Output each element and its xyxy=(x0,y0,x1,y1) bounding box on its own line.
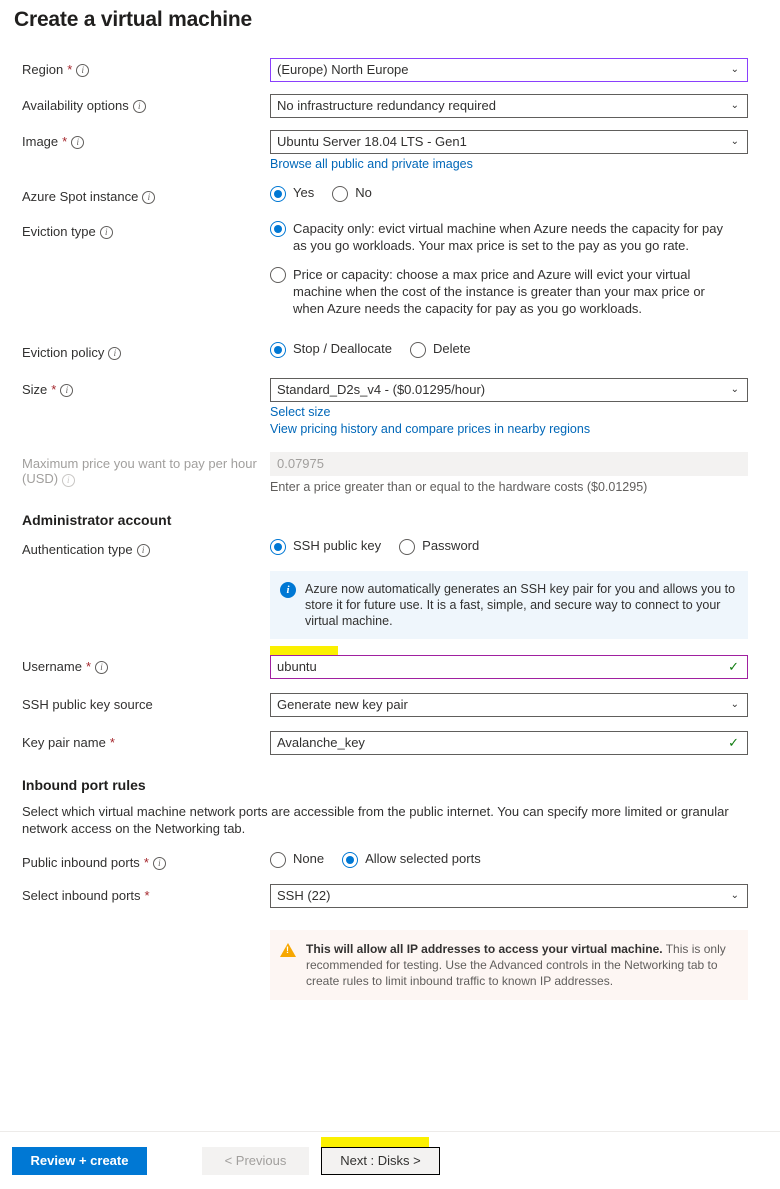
chevron-down-icon: ⌄ xyxy=(730,100,739,111)
chevron-down-icon: ⌄ xyxy=(730,64,739,75)
row-key-source xyxy=(22,693,750,717)
warning-triangle-icon xyxy=(280,943,296,957)
wizard-footer xyxy=(0,1131,780,1189)
ssh-info-banner-text: Azure now automatically generates an SSH key pair for you and allows you to store it for future use. It is a fast, simple, and secure way to connect to your virtual machine. xyxy=(305,582,736,628)
chevron-down-icon: ⌄ xyxy=(730,699,739,710)
max-price-label-sub: (USD) xyxy=(22,471,59,486)
eviction-type-option-price[interactable] xyxy=(270,266,732,317)
eviction-type-field xyxy=(270,220,750,329)
key-pair-name-field xyxy=(270,731,750,755)
public-inbound-ports-option-allow[interactable] xyxy=(342,851,481,868)
availability-select[interactable] xyxy=(270,94,748,118)
spot-label xyxy=(22,185,270,204)
inbound-port-rules-heading: Inbound port rules xyxy=(22,777,146,793)
auth-type-option-ssh[interactable] xyxy=(270,538,381,555)
eviction-type-option-1-label: Price or capacity: choose a max price and Azure will evict your virtual machine when the cost of the instance is greater than your max price or when Azure needs the capacity for pay as you go workloads. xyxy=(293,267,705,316)
select-inbound-ports-label-text: Select inbound ports xyxy=(22,888,141,903)
public-inbound-ports-label xyxy=(22,851,270,870)
ssh-info-banner-field xyxy=(270,571,750,639)
radio-icon xyxy=(270,186,286,202)
key-pair-name-required-asterisk: * xyxy=(109,735,115,750)
eviction-type-label xyxy=(22,220,270,239)
public-inbound-ports-radio-group xyxy=(270,851,750,868)
max-price-label xyxy=(22,452,270,487)
size-field xyxy=(270,378,750,436)
radio-icon xyxy=(270,852,286,868)
info-icon[interactable]: i xyxy=(133,100,146,113)
inbound-warning-rest: This is only recommended for testing. Use the Advanced controls in the Networking tab to create rules to limit inbound traffic to known IP addresses. xyxy=(306,942,726,988)
auth-type-field xyxy=(270,538,750,555)
review-create-button[interactable]: Review + create xyxy=(12,1147,147,1175)
info-icon[interactable]: i xyxy=(108,347,121,360)
row-size xyxy=(22,378,750,436)
chevron-down-icon: ⌄ xyxy=(730,384,739,395)
username-label xyxy=(22,655,270,674)
image-field xyxy=(270,130,750,171)
public-inbound-ports-option-0-label: None xyxy=(293,851,325,866)
chevron-down-icon: ⌄ xyxy=(730,890,739,901)
info-icon[interactable]: i xyxy=(137,544,150,557)
eviction-type-label-text: Eviction type xyxy=(22,224,96,239)
radio-icon xyxy=(399,539,415,555)
auth-type-label-text: Authentication type xyxy=(22,542,133,557)
inbound-warning-field xyxy=(270,930,750,1000)
radio-icon xyxy=(270,221,286,237)
region-label xyxy=(22,58,270,77)
next-button-wrap xyxy=(321,1147,440,1175)
username-input-value: ubuntu xyxy=(277,659,317,674)
public-inbound-ports-required-asterisk: * xyxy=(143,855,149,870)
eviction-policy-option-delete[interactable] xyxy=(410,341,471,358)
max-price-label-sub-wrap xyxy=(22,471,270,487)
row-ssh-info-banner xyxy=(22,571,750,639)
row-image xyxy=(22,130,750,171)
previous-button[interactable]: < Previous xyxy=(202,1147,309,1175)
auth-type-option-0-label: SSH public key xyxy=(293,538,382,553)
key-source-label xyxy=(22,693,270,712)
eviction-policy-option-1-label: Delete xyxy=(433,341,471,356)
availability-label-text: Availability options xyxy=(22,98,129,113)
availability-select-value: No infrastructure redundancy required xyxy=(277,98,496,113)
spot-field xyxy=(270,185,750,202)
username-field xyxy=(270,655,750,679)
radio-icon xyxy=(270,342,286,358)
info-icon[interactable]: i xyxy=(100,226,113,239)
max-price-input xyxy=(270,452,748,476)
region-label-text: Region xyxy=(22,62,64,77)
eviction-type-option-capacity[interactable] xyxy=(270,220,732,254)
username-required-asterisk: * xyxy=(85,659,92,674)
size-label-text: Size xyxy=(22,382,48,397)
size-select-value: Standard_D2s_v4 - ($0.01295/hour) xyxy=(277,382,486,397)
spacer-label xyxy=(22,571,270,575)
info-icon[interactable]: i xyxy=(142,191,155,204)
pricing-history-link[interactable]: View pricing history and compare prices in nearby regions xyxy=(270,422,591,436)
select-inbound-ports-value: SSH (22) xyxy=(277,888,331,903)
region-required-asterisk: * xyxy=(67,62,73,77)
size-label xyxy=(22,378,270,397)
inbound-warning-banner xyxy=(270,930,748,1000)
image-select-value: Ubuntu Server 18.04 LTS - Gen1 xyxy=(277,134,467,149)
select-size-link[interactable]: Select size xyxy=(270,405,331,419)
row-select-inbound-ports xyxy=(22,884,750,908)
key-pair-name-input[interactable] xyxy=(270,731,748,755)
select-inbound-ports-field xyxy=(270,884,750,908)
region-field xyxy=(270,58,750,82)
browse-images-link[interactable]: Browse all public and private images xyxy=(270,157,473,171)
row-region xyxy=(22,58,750,82)
radio-icon xyxy=(410,342,426,358)
info-icon[interactable]: i xyxy=(95,661,108,674)
info-icon[interactable]: i xyxy=(76,64,89,77)
region-select[interactable] xyxy=(270,58,748,82)
select-inbound-ports-select[interactable] xyxy=(270,884,748,908)
spot-radio-yes[interactable] xyxy=(270,185,314,202)
chevron-down-icon: ⌄ xyxy=(730,136,739,147)
key-pair-name-input-value: Avalanche_key xyxy=(277,735,365,750)
image-select[interactable] xyxy=(270,130,748,154)
key-source-select[interactable] xyxy=(270,693,748,717)
max-price-hint: Enter a price greater than or equal to the hardware costs ($0.01295) xyxy=(270,480,648,494)
key-source-label-text: SSH public key source xyxy=(22,697,153,712)
radio-icon xyxy=(270,267,286,283)
inbound-warning-text xyxy=(306,941,736,989)
row-key-pair-name xyxy=(22,731,750,755)
size-select[interactable] xyxy=(270,378,748,402)
eviction-policy-field xyxy=(270,341,750,358)
radio-icon xyxy=(270,539,286,555)
max-price-label-text: Maximum price you want to pay per hour xyxy=(22,456,257,471)
max-price-input-value: 0.07975 xyxy=(277,456,324,471)
public-inbound-ports-option-1-label: Allow selected ports xyxy=(365,851,481,866)
check-icon: ✓ xyxy=(728,735,739,750)
eviction-policy-radio-group xyxy=(270,341,750,358)
info-icon[interactable]: i xyxy=(153,857,166,870)
info-icon[interactable]: i xyxy=(62,474,75,487)
image-label-text: Image xyxy=(22,134,59,149)
eviction-policy-label xyxy=(22,341,270,360)
info-circle-icon: i xyxy=(280,582,296,598)
availability-label xyxy=(22,94,270,113)
size-required-asterisk: * xyxy=(51,382,57,397)
eviction-policy-option-stop[interactable] xyxy=(270,341,392,358)
next-disks-button[interactable]: Next : Disks > xyxy=(321,1147,440,1175)
username-input-wrap xyxy=(270,655,748,679)
eviction-policy-option-0-label: Stop / Deallocate xyxy=(293,341,393,356)
spot-radio-no[interactable] xyxy=(332,185,372,202)
spot-yes-label: Yes xyxy=(293,185,315,200)
select-inbound-ports-label xyxy=(22,884,270,903)
max-price-field xyxy=(270,452,750,494)
check-icon: ✓ xyxy=(728,659,739,674)
row-inbound-warning xyxy=(22,930,750,1000)
availability-field xyxy=(270,94,750,118)
administrator-account-heading: Administrator account xyxy=(22,512,172,528)
row-availability xyxy=(22,94,750,118)
row-auth-type xyxy=(22,538,750,557)
row-max-price xyxy=(22,452,750,494)
key-source-select-value: Generate new key pair xyxy=(277,697,408,712)
auth-type-option-1-label: Password xyxy=(422,538,480,553)
page-title: Create a virtual machine xyxy=(14,8,252,31)
image-label xyxy=(22,130,270,149)
region-select-value: (Europe) North Europe xyxy=(277,62,409,77)
public-inbound-ports-field xyxy=(270,851,750,868)
row-eviction-policy xyxy=(22,341,750,360)
inbound-warning-bold: This will allow all IP addresses to access your virtual machine. xyxy=(306,942,663,956)
spot-no-label: No xyxy=(355,185,372,200)
username-input[interactable] xyxy=(270,655,748,679)
radio-icon xyxy=(332,186,348,202)
inbound-port-rules-description: Select which virtual machine network ports are accessible from the public internet. You can specify more limited or granular network access on the Networking tab. xyxy=(22,804,729,836)
info-icon[interactable]: i xyxy=(71,136,84,149)
info-icon[interactable]: i xyxy=(60,384,73,397)
row-spot-instance xyxy=(22,185,750,204)
public-inbound-ports-option-none[interactable] xyxy=(270,851,324,868)
ssh-info-banner xyxy=(270,571,748,639)
spot-radio-group xyxy=(270,185,750,202)
image-required-asterisk: * xyxy=(62,134,68,149)
radio-icon xyxy=(342,852,358,868)
eviction-policy-label-text: Eviction policy xyxy=(22,345,105,360)
vm-form xyxy=(0,32,780,1000)
spacer-label xyxy=(22,930,270,934)
key-pair-name-label-text: Key pair name xyxy=(22,735,106,750)
spot-label-text: Azure Spot instance xyxy=(22,189,139,204)
row-username xyxy=(22,655,750,679)
key-pair-name-label xyxy=(22,731,270,750)
key-source-field xyxy=(270,693,750,717)
row-eviction-type xyxy=(22,220,750,329)
auth-type-label xyxy=(22,538,270,557)
username-label-text: Username xyxy=(22,659,82,674)
eviction-type-option-0-label: Capacity only: evict virtual machine when Azure needs the capacity for pay as you go workloads. Your max price is set to the pay as you go rate. xyxy=(293,221,723,253)
auth-type-option-password[interactable] xyxy=(399,538,479,555)
row-public-inbound-ports xyxy=(22,851,750,870)
select-inbound-ports-required-asterisk: * xyxy=(144,888,150,903)
auth-type-radio-group xyxy=(270,538,750,555)
public-inbound-ports-label-text: Public inbound ports xyxy=(22,855,140,870)
